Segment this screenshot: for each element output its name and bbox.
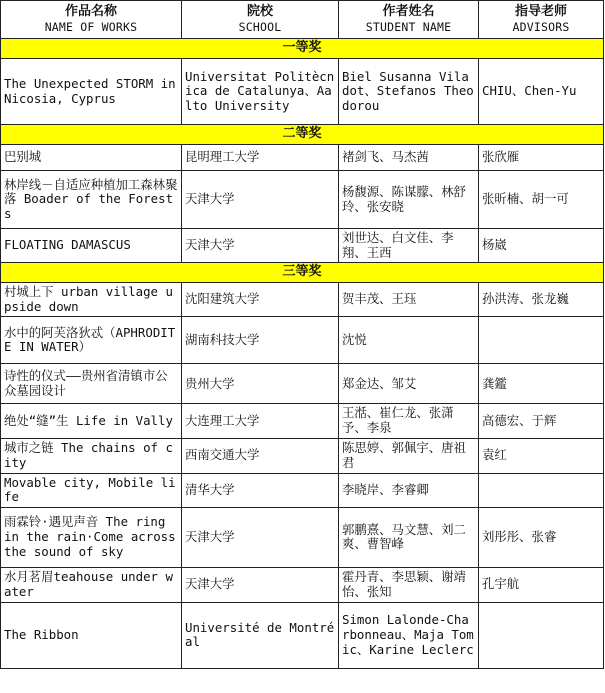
cell-work: 诗性的仪式——贵州省清镇市公众墓园设计: [1, 364, 182, 404]
cell-advisor: 杨崴: [479, 229, 604, 263]
table-row: [1, 229, 604, 263]
table-row: [1, 364, 604, 404]
cell-school: 大连理工大学: [182, 404, 339, 438]
header-school-cn: 院校: [246, 3, 273, 19]
cell-advisor: 袁红: [479, 438, 604, 473]
prize-label: 二等奖: [1, 125, 604, 145]
cell-advisor: 张欣雁: [479, 145, 604, 171]
cell-work: 绝处“缝”生 Life in Vally: [1, 404, 182, 438]
cell-advisor: 张昕楠、胡一可: [479, 171, 604, 229]
table-row: [1, 283, 604, 317]
table-row: [1, 404, 604, 438]
table-row: [1, 567, 604, 602]
cell-school: 西南交通大学: [182, 438, 339, 473]
cell-student: 沈悦: [339, 317, 479, 364]
cell-student: 杨馥源、陈谋朦、林舒玲、张安晓: [339, 171, 479, 229]
cell-student: 李晓岸、李睿卿: [339, 473, 479, 507]
cell-work: Movable city, Mobile life: [1, 473, 182, 507]
cell-work: 林岸线－自适应种植加工森林聚落 Boader of the Forests: [1, 171, 182, 229]
table-body: [1, 39, 604, 669]
header-student-cn: 作者姓名: [382, 3, 435, 19]
header-advisor-en: ADVISORS: [512, 19, 570, 34]
cell-work: FLOATING DAMASCUS: [1, 229, 182, 263]
cell-school: 昆明理工大学: [182, 145, 339, 171]
cell-work: 雨霖铃·遇见声音 The ring in the rain·Come across the sound of sky: [1, 507, 182, 567]
cell-student: 刘世达、白文佳、李翔、王西: [339, 229, 479, 263]
cell-work: 水中的阿芙洛狄忒（APHRODITE IN WATER）: [1, 317, 182, 364]
cell-student: 霍丹青、李思颖、谢靖怡、张知: [339, 567, 479, 602]
cell-advisor: 孔宇航: [479, 567, 604, 602]
cell-work: 城市之链 The chains of city: [1, 438, 182, 473]
cell-school: 天津大学: [182, 229, 339, 263]
cell-work: The Ribbon: [1, 602, 182, 668]
prize-row: [1, 39, 604, 59]
cell-student: 王湉、崔仁龙、张潇予、李泉: [339, 404, 479, 438]
header-work: [1, 1, 182, 39]
cell-school: Universitat Politècnica de Catalunya、Aalto University: [182, 59, 339, 125]
header-work-en: NAME OF WORKS: [44, 19, 138, 34]
table-row: [1, 602, 604, 668]
cell-school: Université de Montréal: [182, 602, 339, 668]
cell-advisor: 高德宏、于辉: [479, 404, 604, 438]
cell-work: 水月茗眉teahouse under water: [1, 567, 182, 602]
cell-work: 村城上下 urban village upside down: [1, 283, 182, 317]
header-row: [1, 1, 604, 39]
header-work-cn: 作品名称: [64, 3, 117, 19]
cell-advisor: [479, 473, 604, 507]
prize-label: 三等奖: [1, 263, 604, 283]
cell-student: Simon Lalonde-Charbonneau、Maja Tomic、Karine Leclerc: [339, 602, 479, 668]
cell-advisor: 龚鑑: [479, 364, 604, 404]
header-school-en: SCHOOL: [238, 19, 282, 34]
cell-school: 天津大学: [182, 507, 339, 567]
cell-advisor: 孙洪涛、张龙巍: [479, 283, 604, 317]
table-row: [1, 317, 604, 364]
table-row: [1, 438, 604, 473]
cell-advisor: [479, 317, 604, 364]
header-advisor: [479, 1, 604, 39]
prize-label: 一等奖: [1, 39, 604, 59]
prize-row: [1, 263, 604, 283]
table-row: [1, 145, 604, 171]
cell-student: 褚剑飞、马杰茜: [339, 145, 479, 171]
table-row: [1, 507, 604, 567]
cell-school: 湖南科技大学: [182, 317, 339, 364]
cell-student: 郭鹏熹、马文慧、刘二爽、曹智峰: [339, 507, 479, 567]
cell-advisor: 刘彤彤、张睿: [479, 507, 604, 567]
cell-school: 清华大学: [182, 473, 339, 507]
header-student: [339, 1, 479, 39]
cell-school: 沈阳建筑大学: [182, 283, 339, 317]
header-student-en: STUDENT NAME: [365, 19, 452, 34]
cell-school: 贵州大学: [182, 364, 339, 404]
table-header: [1, 1, 604, 39]
cell-student: 郑金达、邹艾: [339, 364, 479, 404]
cell-work: The Unexpected STORM in Nicosia, Cyprus: [1, 59, 182, 125]
cell-school: 天津大学: [182, 171, 339, 229]
cell-advisor: [479, 602, 604, 668]
cell-student: Biel Susanna Viladot、Stefanos Theodorou: [339, 59, 479, 125]
table-row: [1, 171, 604, 229]
table-row: [1, 59, 604, 125]
cell-advisor: CHIU、Chen-Yu: [479, 59, 604, 125]
table-row: [1, 473, 604, 507]
header-advisor-cn: 指导老师: [514, 3, 567, 19]
cell-student: 贺丰茂、王珏: [339, 283, 479, 317]
header-school: [182, 1, 339, 39]
prize-row: [1, 125, 604, 145]
cell-student: 陈思婷、郭佩宇、唐祖君: [339, 438, 479, 473]
cell-school: 天津大学: [182, 567, 339, 602]
cell-work: 巴别城: [1, 145, 182, 171]
